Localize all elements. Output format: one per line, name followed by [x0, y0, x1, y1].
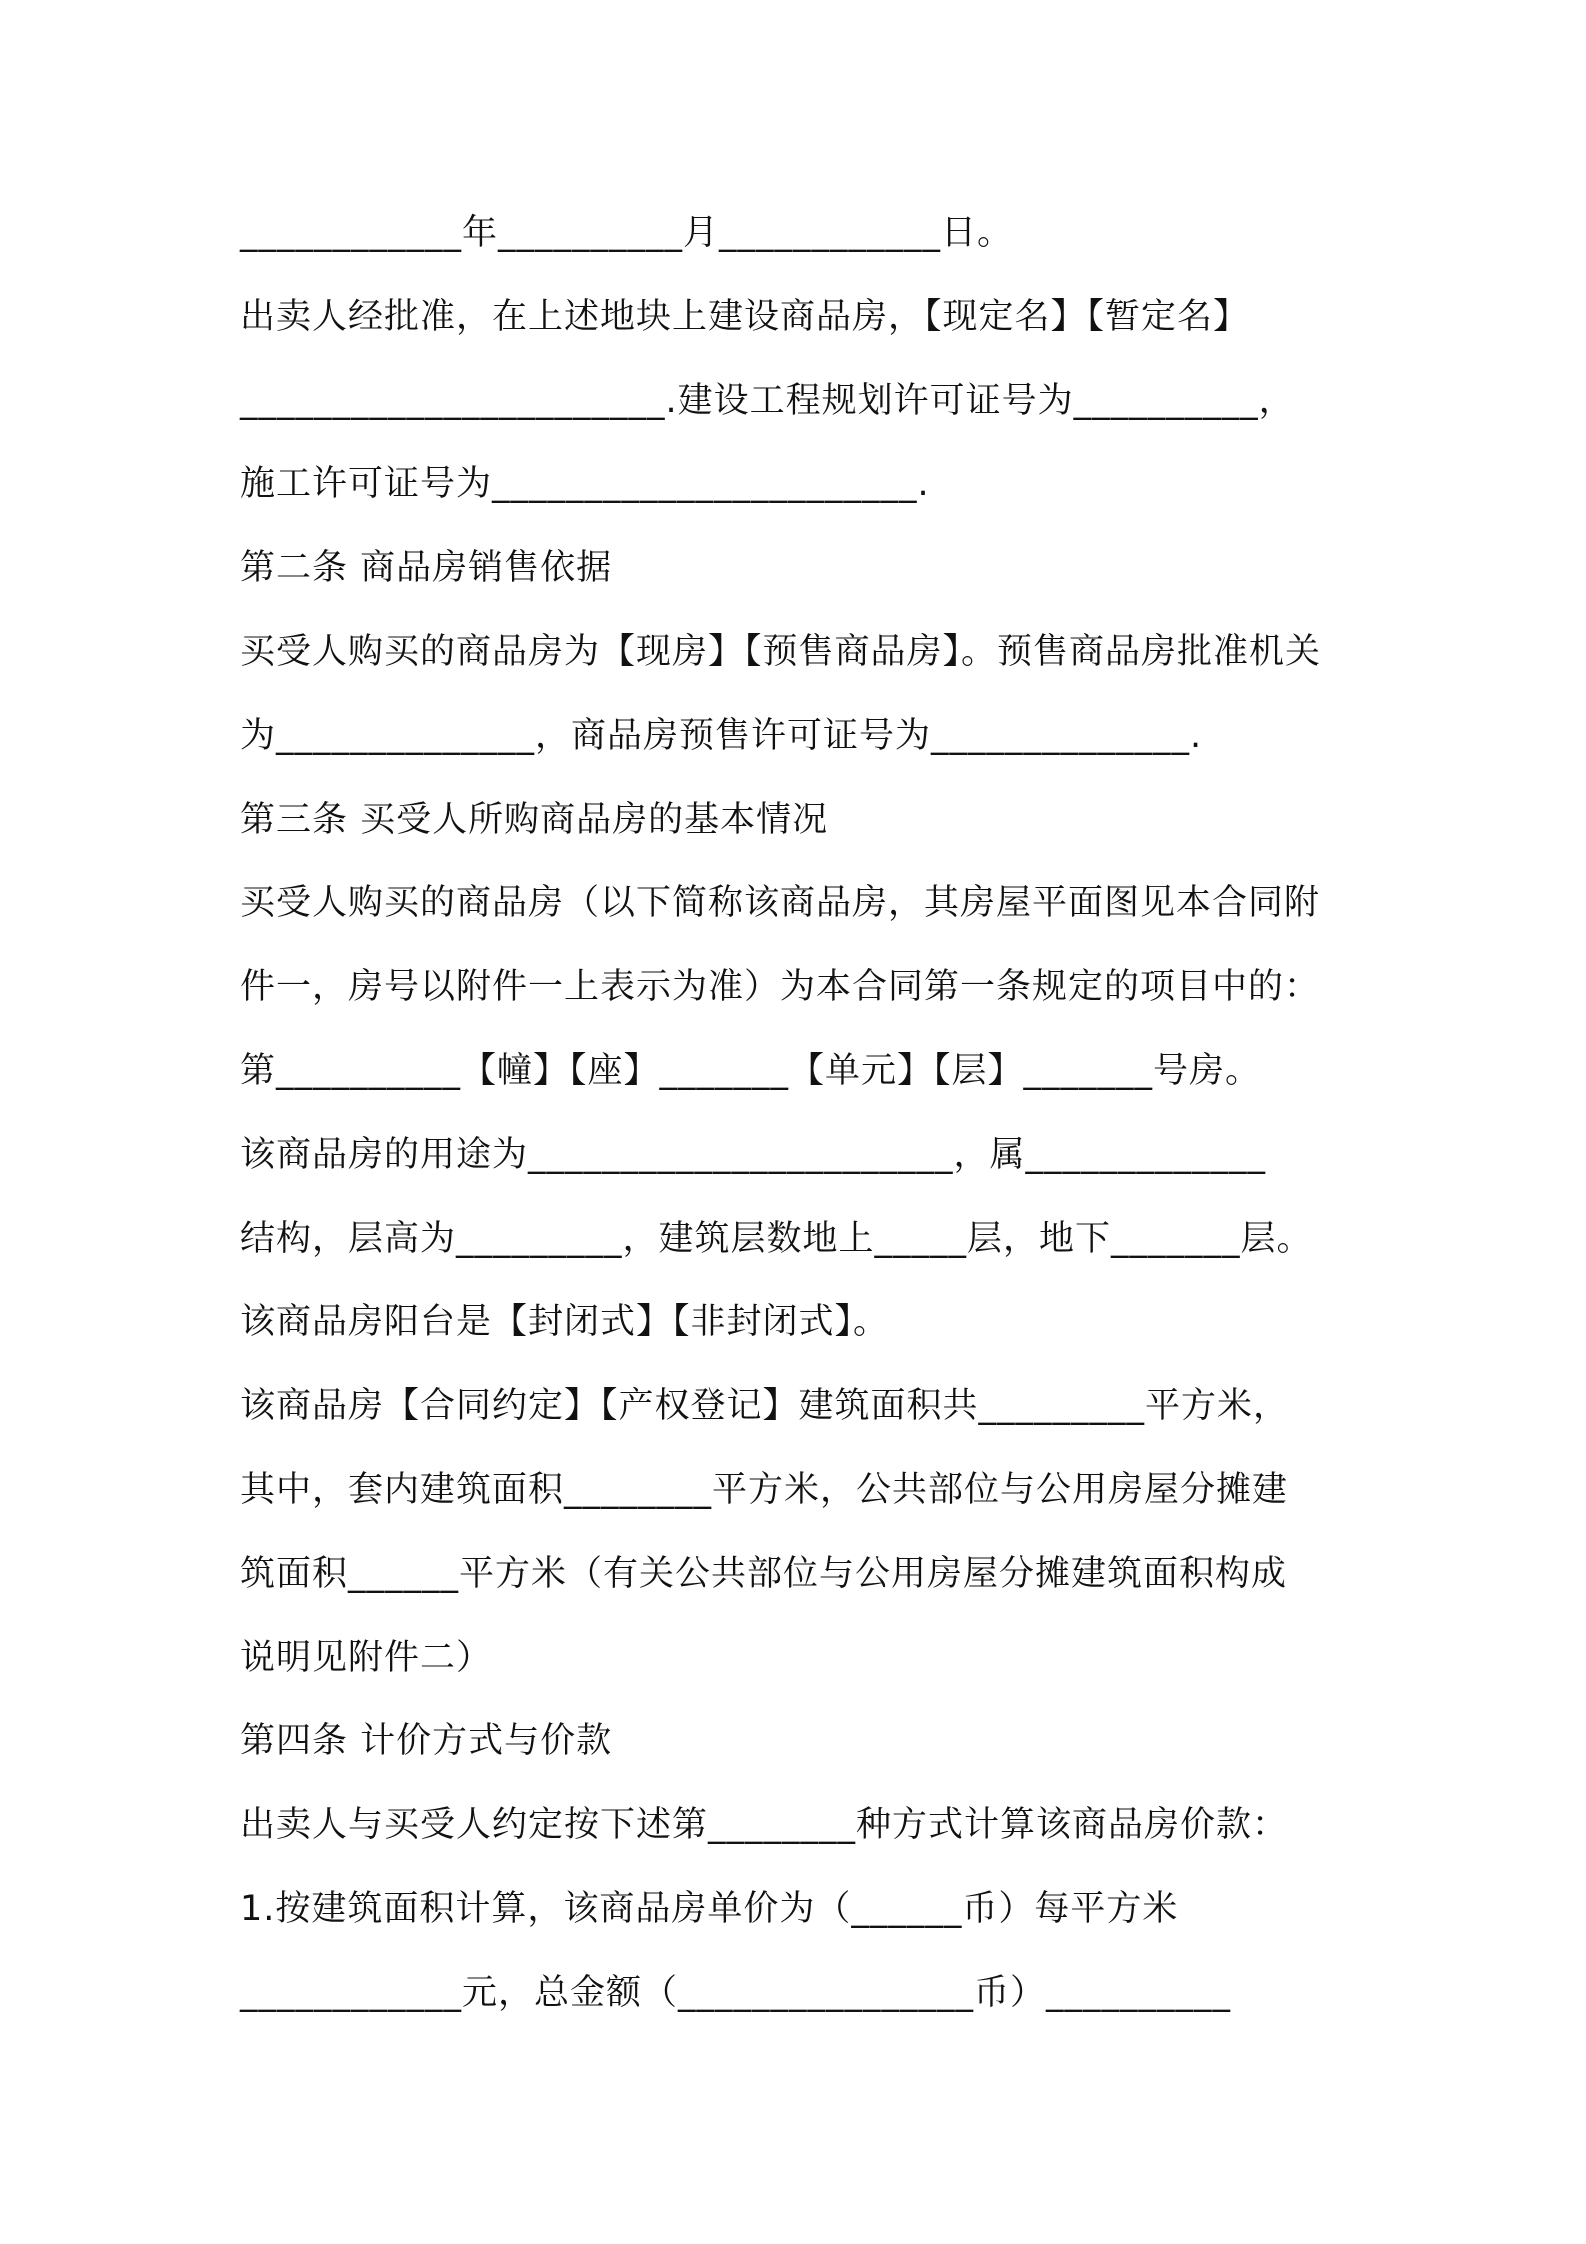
room-number-line: 第__________【幢】【座】_______【单元】【层】_______号房。: [240, 1050, 1262, 1091]
area-line-1: 该商品房【合同约定】【产权登记】建筑面积共_________平方米，: [240, 1386, 1290, 1427]
unit-price-line: 1.按建筑面积计算，该商品房单价为（______币）每平方米: [240, 1888, 1179, 1929]
planning-permit-line: _______________________.建设工程规划许可证号为__________，: [240, 380, 1295, 421]
construction-permit-line: 施工许可证号为_______________________.: [240, 464, 930, 505]
area-line-4: 说明见附件二）: [240, 1637, 493, 1678]
article-4-heading: 第四条 计价方式与价款: [240, 1721, 613, 1762]
contract-page: [240, 192, 1360, 2036]
article-2-heading: 第二条 商品房销售依据: [240, 548, 613, 589]
property-description-line-1: 买受人购买的商品房（以下简称该商品房，其房屋平面图见本合同附: [240, 883, 1321, 924]
date-blank-line: ____________年__________月____________日。: [240, 213, 1014, 253]
usage-structure-line: 该商品房的用途为_______________________，属_____________: [240, 1134, 1267, 1175]
area-line-2: 其中，套内建筑面积________平方米，公共部位与公用房屋分摊建: [240, 1469, 1289, 1510]
total-price-line: ____________元，总金额（________________币）__________: [240, 1972, 1232, 2013]
article-3-heading: 第三条 买受人所购商品房的基本情况: [240, 799, 829, 840]
sales-basis-line: 买受人购买的商品房为【现房】【预售商品房】。预售商品房批准机关: [240, 631, 1322, 672]
presale-permit-line: 为______________，商品房预售许可证号为______________.: [240, 715, 1203, 756]
pricing-method-line: 出卖人与买受人约定按下述第________种方式计算该商品房价款：: [240, 1805, 1289, 1846]
area-line-3: 筑面积______平方米（有关公共部位与公用房屋分摊建筑面积构成: [240, 1553, 1288, 1594]
project-approval-line: 出卖人经批准，在上述地块上建设商品房，【现定名】【暂定名】: [240, 296, 1250, 337]
property-description-line-2: 件一，房号以附件一上表示为准）为本合同第一条规定的项目中的：: [240, 967, 1321, 1008]
balcony-type-line: 该商品房阳台是【封闭式】【非封闭式】。: [240, 1302, 890, 1343]
floor-height-line: 结构，层高为_________，建筑层数地上_____层，地下_______层。: [240, 1218, 1313, 1259]
